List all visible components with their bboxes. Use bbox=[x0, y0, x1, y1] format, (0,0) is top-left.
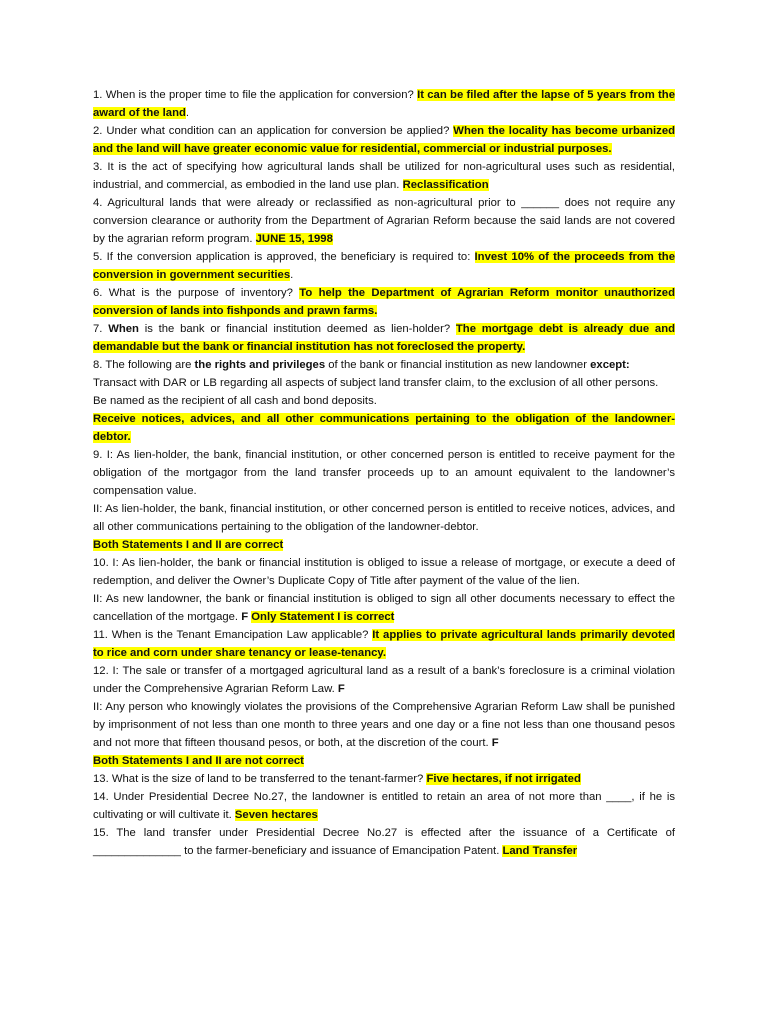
highlighted-answer: JUNE 15, 1998 bbox=[255, 233, 333, 245]
paragraph-text: 2. Under what condition can an application for conversion be applied? bbox=[93, 125, 454, 137]
paragraph bbox=[93, 356, 675, 374]
paragraph-text: 3. It is the act of specifying how agricultural lands shall be utilized for non-agricultural uses such as residential, industrial, and commercial, as embodied in the land use plan. bbox=[93, 161, 675, 191]
paragraph bbox=[93, 500, 675, 536]
highlighted-answer: Receive notices, advices, and all other communications pertaining to the obligation of the landowner-debtor. bbox=[93, 413, 675, 443]
paragraph bbox=[93, 590, 675, 626]
paragraph-text: 7. bbox=[93, 323, 109, 335]
paragraph bbox=[93, 248, 675, 284]
paragraph bbox=[93, 158, 675, 194]
paragraph-text: Transact with DAR or LB regarding all aspects of subject land transfer claim, to the exclusion of all other persons. bbox=[93, 377, 659, 389]
bold-text: When bbox=[108, 323, 139, 335]
paragraph bbox=[93, 626, 675, 662]
highlighted-answer: Five hectares, if not irrigated bbox=[426, 773, 581, 785]
highlighted-answer: When the locality has become urbanized and the land will have greater economic value for residential, commercial or industrial purposes. bbox=[93, 125, 676, 155]
paragraph-text: Be named as the recipient of all cash and bond deposits. bbox=[93, 395, 377, 407]
paragraph bbox=[93, 698, 675, 752]
paragraph bbox=[93, 122, 675, 158]
paragraph bbox=[93, 374, 675, 392]
paragraph-text: 6. What is the purpose of inventory? bbox=[93, 287, 300, 299]
paragraph-text: II: As new landowner, the bank or financial institution is obliged to sign all other documents necessary to effect the cancellation of the mortgage. bbox=[93, 593, 675, 623]
paragraph bbox=[93, 662, 675, 698]
highlighted-answer: Seven hectares bbox=[234, 809, 318, 821]
highlighted-answer: To help the Department of Agrarian Reform monitor unauthorized conversion of lands into fishponds and prawn farms. bbox=[93, 287, 675, 317]
paragraph-text: 8. The following are bbox=[93, 359, 195, 371]
bold-text: except: bbox=[590, 359, 630, 371]
highlighted-answer: Reclassification bbox=[402, 179, 489, 191]
highlighted-answer: Both Statements I and II are correct bbox=[93, 539, 284, 551]
paragraph bbox=[93, 194, 675, 248]
paragraph bbox=[93, 410, 675, 446]
bold-text: the rights and privileges bbox=[194, 359, 326, 371]
paragraph bbox=[93, 446, 675, 500]
paragraph-text: 1. When is the proper time to file the application for conversion? bbox=[93, 89, 418, 101]
highlighted-answer: The mortgage debt is already due and demandable but the bank or financial institution has not foreclosed the property. bbox=[93, 323, 675, 353]
paragraph bbox=[93, 752, 675, 770]
paragraph-text: . bbox=[185, 107, 190, 119]
paragraph bbox=[93, 770, 675, 788]
paragraph-text: 5. If the conversion application is approved, the beneficiary is required to: bbox=[93, 251, 475, 263]
paragraph-text: is the bank or financial institution deemed as lien-holder? bbox=[138, 323, 456, 335]
highlighted-answer: Both Statements I and II are not correct bbox=[93, 755, 304, 767]
bold-text: F bbox=[337, 683, 345, 695]
paragraph-text: 13. What is the size of land to be transferred to the tenant-farmer? bbox=[93, 773, 427, 785]
paragraph-text: II: As lien-holder, the bank, financial institution, or other concerned person is entitled to receive notices, advices, and all other communications pertaining to the obligation of the landowner-debtor. bbox=[93, 503, 675, 533]
highlighted-answer: It can be filed after the lapse of 5 years from the award of the land bbox=[93, 89, 675, 119]
highlighted-answer: Invest 10% of the proceeds from the conversion in government securities bbox=[93, 251, 675, 281]
paragraph bbox=[93, 392, 675, 410]
paragraph-text: II: Any person who knowingly violates the provisions of the Comprehensive Agrarian Reform Law shall be punished by imprisonment of not less than one month to three years and one day or a fine not less than one thousand pesos and not more that fifteen thousand pesos, or both, at the discretion of the court. bbox=[93, 701, 675, 749]
bold-text: F bbox=[241, 611, 249, 623]
highlighted-answer: It applies to private agricultural lands primarily devoted to rice and corn under share tenancy or lease-tenancy. bbox=[93, 629, 675, 659]
paragraph bbox=[93, 284, 675, 320]
paragraph bbox=[93, 86, 675, 122]
paragraph-text: . bbox=[290, 269, 294, 281]
highlighted-answer: Land Transfer bbox=[502, 845, 578, 857]
paragraph-text: 9. I: As lien-holder, the bank, financial institution, or other concerned person is entitled to receive payment for the obligation of the mortgagor from the land transfer proceeds up to an amount equivalent to the landowner’s compensation value. bbox=[93, 449, 675, 497]
paragraph-text: 15. The land transfer under Presidential Decree No.27 is effected after the issuance of a Certificate of ______________ to the farmer-beneficiary and issuance of Emancipation Patent. bbox=[93, 827, 675, 857]
bold-text: F bbox=[491, 737, 499, 749]
paragraph bbox=[93, 320, 675, 356]
paragraph bbox=[93, 824, 675, 860]
paragraph-text: 14. Under Presidential Decree No.27, the landowner is entitled to retain an area of not more than ____, if he is cultivating or will cultivate it. bbox=[93, 791, 675, 821]
paragraph bbox=[93, 536, 675, 554]
paragraph-text: 10. I: As lien-holder, the bank or financial institution is obliged to issue a release of mortgage, or execute a deed of redemption, and deliver the Owner’s Duplicate Copy of Title after payment of the value of the lien. bbox=[93, 557, 675, 587]
document-page bbox=[93, 86, 675, 860]
paragraph bbox=[93, 788, 675, 824]
paragraph bbox=[93, 554, 675, 590]
paragraph-text: 4. Agricultural lands that were already or reclassified as non-agricultural prior to ______ does not require any conversion clearance or authority from the Department of Agrarian Reform because the said lands are not covered by the agrarian reform program. bbox=[93, 197, 675, 245]
paragraph-text: 11. When is the Tenant Emancipation Law applicable? bbox=[93, 629, 373, 641]
paragraph-text: of the bank or financial institution as new landowner bbox=[325, 359, 591, 371]
paragraph-text: 12. I: The sale or transfer of a mortgaged agricultural land as a result of a bank’s foreclosure is a criminal violation under the Comprehensive Agrarian Reform Law. bbox=[93, 665, 675, 695]
highlighted-answer: Only Statement I is correct bbox=[251, 611, 395, 623]
